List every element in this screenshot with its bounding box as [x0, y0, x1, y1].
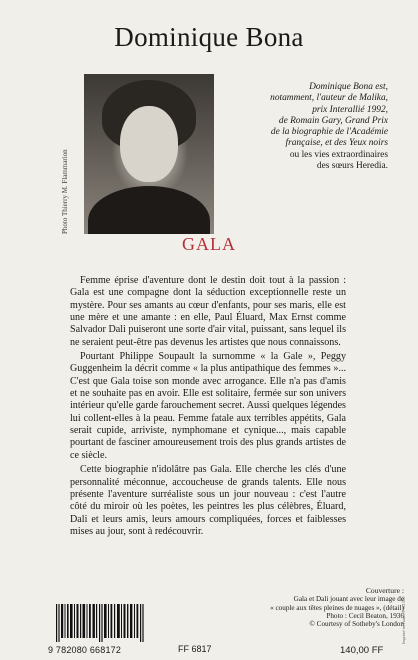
bio-line: française, et des Yeux noirs [285, 138, 388, 149]
blurb-paragraph: Pourtant Philippe Soupault la surnomme « la Gale », Peggy Guggenheim la décrit comme « la plus antipathique des femmes »... C'est que Gala toise son monde avec arrogance. Elle n'a pas d'amis et ne souhaite pas en avoir. Elle est solitaire, fermée sur son univers intérieur qu'elle garde farouchement secret. Aussi quelques légendes lui collent-elles à la peau. Femme fatale aux terribles appétits, Gala serait cupide, arriviste, nymphomane et cynique..., mais capable pourtant de fasciner amoureusement trois des plus grands artistes de ce siècle. [70, 351, 346, 461]
bio-line: des sœurs Heredia. [316, 161, 388, 172]
author-photo [84, 74, 214, 234]
bio-line: de Romain Gary, Grand Prix [278, 115, 388, 126]
cover-credit-heading: Couverture : [365, 586, 404, 595]
bio-line: de la biographie de l'Académie [270, 127, 388, 138]
bio-line: prix Interallié 1992, [312, 104, 388, 115]
bio-line: Dominique Bona est, [309, 82, 388, 92]
price: 140,00 FF [340, 645, 384, 656]
photo-face [120, 106, 178, 182]
printer-note: Imprimé en France 9 782 080 [401, 596, 406, 644]
cover-credit [174, 587, 404, 628]
cover-credit-line: Gala et Dali jouant avec leur image de [293, 595, 404, 604]
barcode-number: 9 782080 668172 [48, 645, 122, 655]
cover-credit-line: Photo : Cecil Beaton, 1936 [326, 611, 404, 620]
barcode [56, 604, 144, 642]
blurb-paragraph: Femme éprise d'aventure dont le destin doit tout à la passion : Gala est une compagne dont la séduction exceptionnelle reste un mystère. Pour ses amants au cœur d'enfants, pour ses maris, elle est une mère et une amante : en elle, Paul Éluard, Max Ernst comme Salvador Dali puiseront une sorte d'air vital, puissant, sans lequel ils ne seraient peut-être pas devenus les artistes que nous connaissons. [70, 275, 346, 348]
bio-line: notamment, l'auteur de Malika, [270, 93, 388, 104]
blurb-paragraph: Cette biographie n'idolâtre pas Gala. Elle cherche les clés d'une personnalité méconnue, accoucheuse de grands talents. Elle nous présente l'aventure surréaliste sous un jour nouveau : c'est l'autre côté du miroir où les poètes, les peintres les plus célèbres, Éluard, Dali et leurs amis, leurs amours compliquées, forces et faiblesses mises au jour, sont à redécouvrir. [70, 464, 346, 537]
cover-credit-line: © Courtesy of Sotheby's London [309, 620, 404, 629]
photo-body [88, 186, 210, 234]
blurb-text [70, 275, 346, 540]
photo-credit: Photo Thierry M. Flammarion [61, 149, 69, 234]
book-title: GALA [182, 234, 236, 254]
cover-credit-line: « couple aux têtes pleines de nuages », (détail) [270, 603, 404, 612]
product-code: FF 6817 [178, 644, 212, 654]
author-bio [222, 82, 388, 172]
author-name: Dominique Bona [114, 22, 304, 52]
bio-line: ou les vies extraordinaires [289, 149, 388, 160]
